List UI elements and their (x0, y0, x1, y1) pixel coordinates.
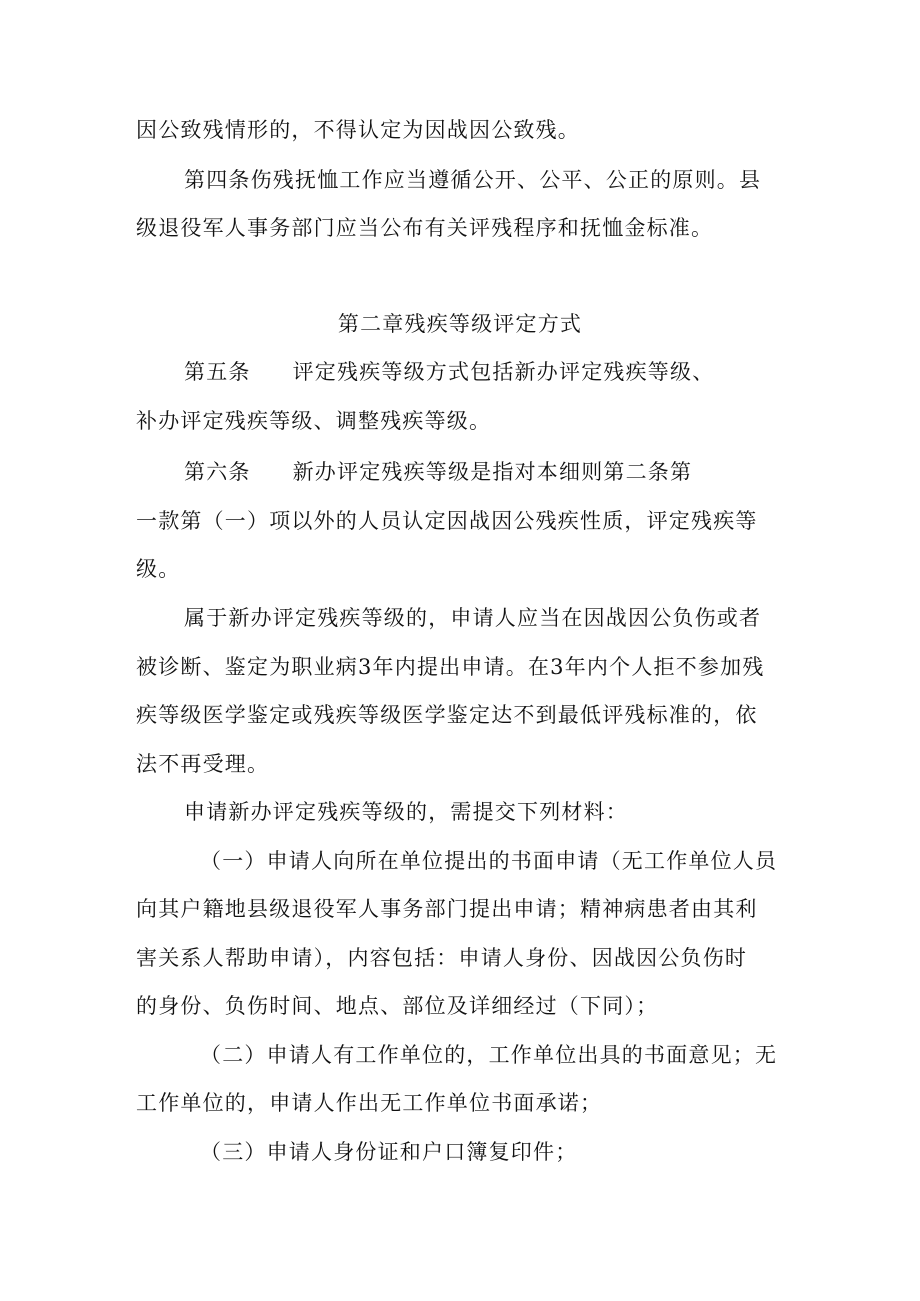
paragraph-line: 法不再受理。 (136, 752, 270, 776)
article-number: 第五条 (184, 360, 251, 384)
paragraph-line: 补办评定残疾等级、调整残疾等级。 (136, 409, 492, 433)
list-item: （三）申请人身份证和户口簿复印件； (200, 1140, 578, 1164)
article-line (184, 358, 714, 386)
paragraph-line: 疾等级医学鉴定或残疾等级医学鉴定达不到最低评残标准的，依 (136, 703, 758, 727)
list-item: （一）申请人向所在单位提出的书面申请（无工作单位人员 (200, 849, 778, 873)
chapter-heading: 第二章残疾等级评定方式 (337, 312, 583, 336)
paragraph-line: 向其户籍地县级退役军人事务部门提出申请；精神病患者由其利 (136, 897, 758, 921)
paragraph-line: 第四条伤残抚恤工作应当遵循公开、公平、公正的原则。县 (184, 168, 762, 192)
list-item: （二）申请人有工作单位的，工作单位出具的书面意见；无 (200, 1043, 778, 1067)
article-number: 第六条 (184, 460, 251, 484)
article-line (184, 458, 692, 486)
paragraph-line: 级。 (136, 557, 181, 581)
article-text: 新办评定残疾等级是指对本细则第二条第 (292, 460, 693, 484)
article-text: 评定残疾等级方式包括新办评定残疾等级、 (292, 360, 715, 384)
paragraph-line: 属于新办评定残疾等级的，申请人应当在因战因公负伤或者 (184, 606, 762, 630)
paragraph-line: 害关系人帮助申请），内容包括：申请人身份、因战因公负伤时 (136, 946, 748, 970)
paragraph-line: 被诊断、鉴定为职业病3年内提出申请。在3年内个人拒不参加残 (136, 655, 765, 679)
paragraph-line: 申请新办评定残疾等级的，需提交下列材料： (184, 800, 628, 824)
paragraph-line: 工作单位的，申请人作出无工作单位书面承诺； (136, 1091, 603, 1115)
paragraph-line: 因公致残情形的，不得认定为因战因公致残。 (136, 118, 580, 142)
paragraph-line: 一款第（一）项以外的人员认定因战因公残疾性质，评定残疾等 (136, 509, 758, 533)
paragraph-line: 级退役军人事务部门应当公布有关评残程序和抚恤金标准。 (136, 216, 714, 240)
paragraph-line: 的身份、负伤时间、地点、部位及详细经过（下同）； (136, 994, 659, 1018)
